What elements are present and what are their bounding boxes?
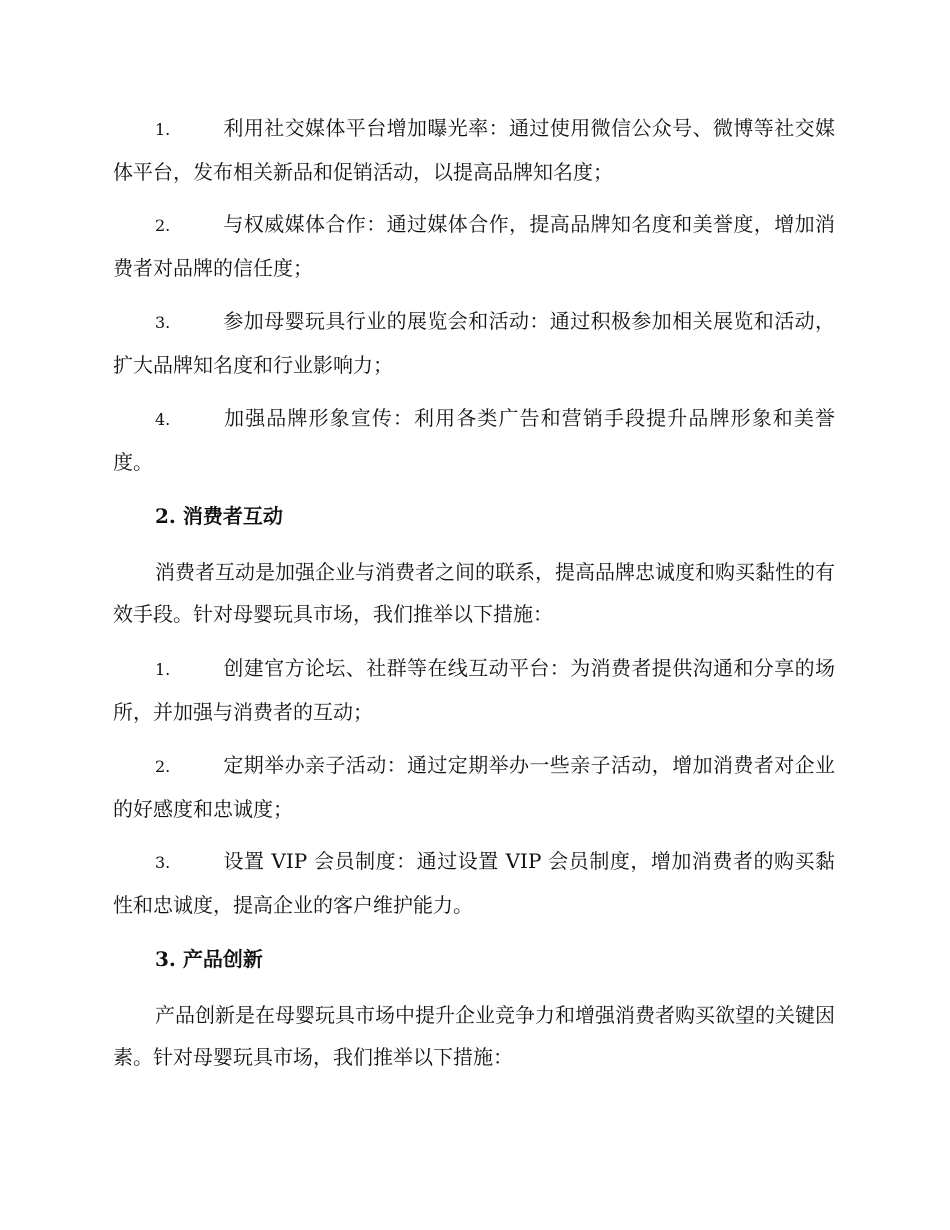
list-number: 4. <box>155 410 171 429</box>
list-text: 利用社交媒体平台增加曝光率：通过使用微信公众号、微博等社交媒体平台，发布相关新品和促销活动，以提高品牌知名度； <box>113 116 835 184</box>
list-item <box>113 397 835 483</box>
list-number: 3. <box>155 313 171 332</box>
list-item <box>113 203 835 289</box>
list-text: 创建官方论坛、社群等在线互动平台：为消费者提供沟通和分享的场所，并加强与消费者的互动； <box>113 656 835 724</box>
list-text: 与权威媒体合作：通过媒体合作，提高品牌知名度和美誉度，增加消费者对品牌的信任度； <box>113 212 835 280</box>
list-number: 1. <box>155 660 171 679</box>
list-number: 1. <box>155 120 171 139</box>
list-text: 加强品牌形象宣传：利用各类广告和营销手段提升品牌形象和美誉度。 <box>113 406 835 474</box>
list-text: 参加母婴玩具行业的展览会和活动：通过积极参加相关展览和活动，扩大品牌知名度和行业影响力； <box>113 309 835 377</box>
list-item <box>113 300 835 386</box>
list-number: 2. <box>155 757 171 776</box>
section-paragraph: 产品创新是在母婴玩具市场中提升企业竞争力和增强消费者购买欲望的关键因素。针对母婴玩具市场，我们推举以下措施： <box>113 1003 835 1069</box>
list-text: 定期举办亲子活动：通过定期举办一些亲子活动，增加消费者对企业的好感度和忠诚度； <box>113 753 835 821</box>
section-heading: 2. 消费者互动 <box>155 504 283 528</box>
section-heading: 3. 产品创新 <box>155 947 263 971</box>
list-item <box>113 107 835 193</box>
list-number: 3. <box>155 853 171 872</box>
list-item <box>113 647 835 733</box>
list-item <box>113 744 835 830</box>
list-number: 2. <box>155 216 171 235</box>
section-paragraph: 消费者互动是加强企业与消费者之间的联系，提高品牌忠诚度和购买黏性的有效手段。针对母婴玩具市场，我们推举以下措施： <box>113 560 835 626</box>
list-item <box>113 840 835 926</box>
list-text: 设置 VIP 会员制度：通过设置 VIP 会员制度，增加消费者的购买黏性和忠诚度，提高企业的客户维护能力。 <box>113 849 835 917</box>
